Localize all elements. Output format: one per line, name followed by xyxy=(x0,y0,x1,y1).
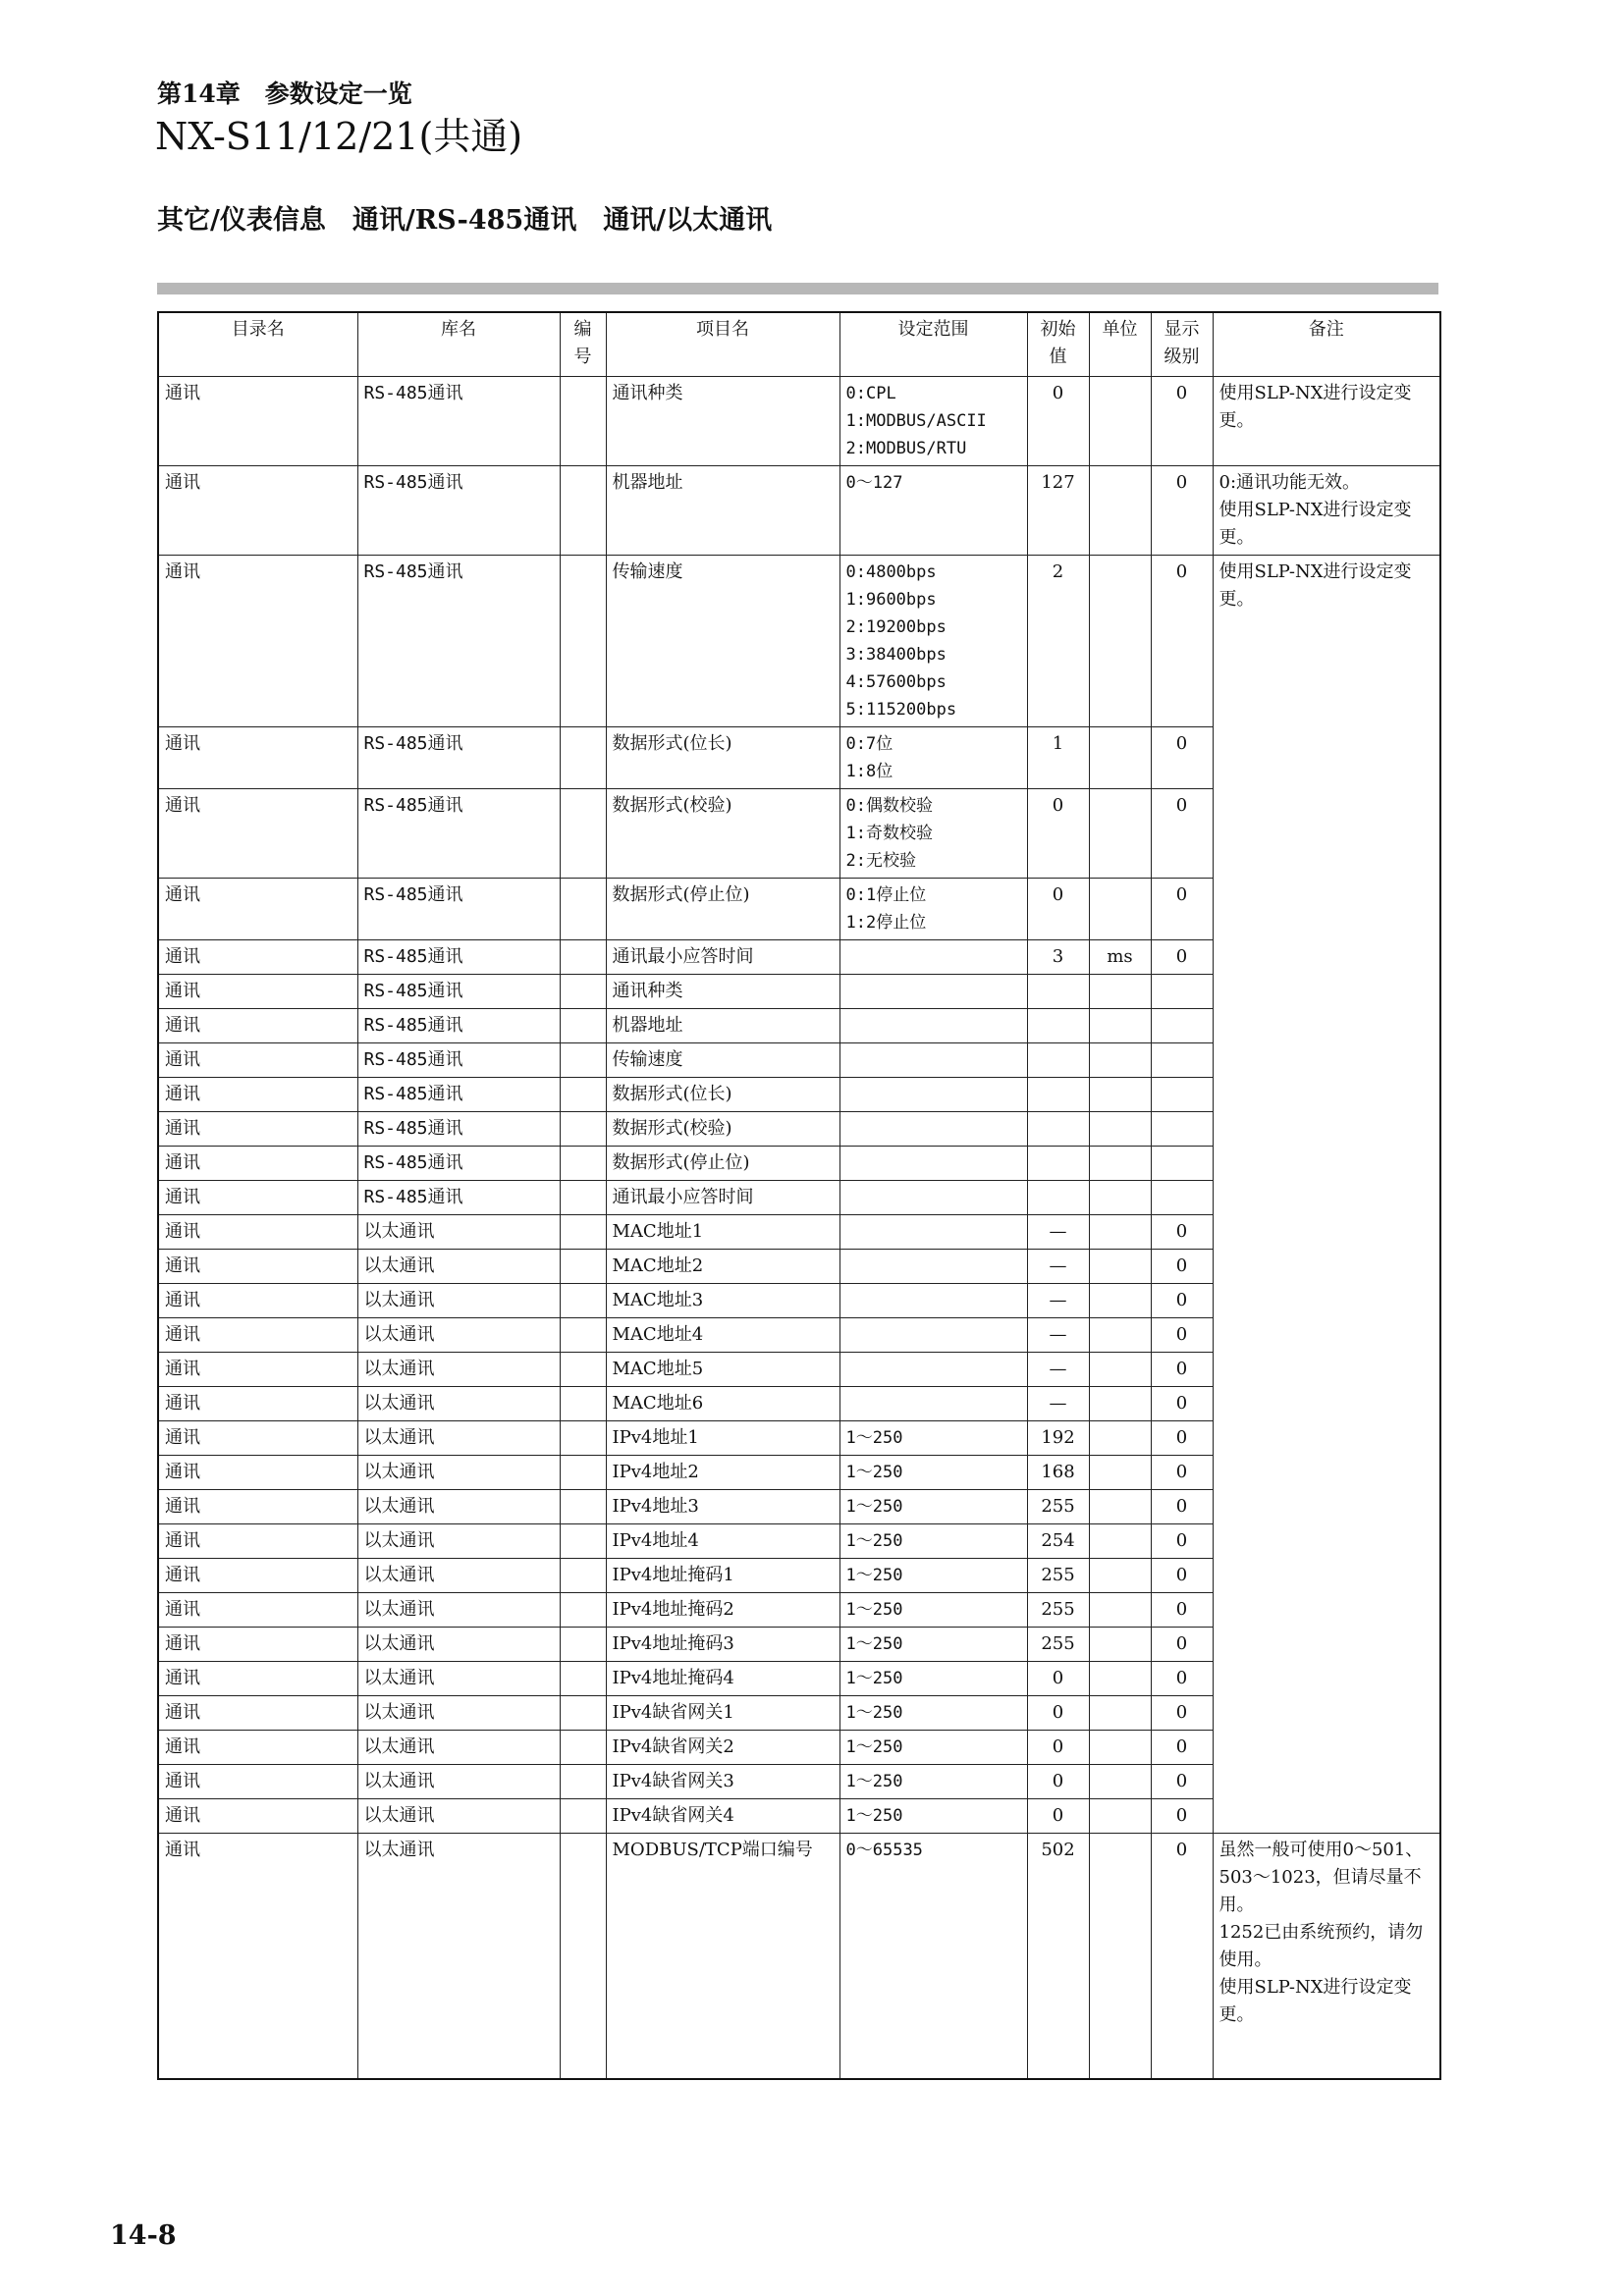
table-cell: 数据形式(位长) xyxy=(606,727,839,789)
table-cell: MODBUS/TCP端口编号 xyxy=(606,1834,839,2079)
table-cell xyxy=(1089,1318,1151,1353)
table-cell xyxy=(839,1043,1027,1078)
table-row xyxy=(158,377,1440,466)
table-cell xyxy=(1089,1043,1151,1078)
table-cell xyxy=(560,1628,606,1662)
table-cell: 0 xyxy=(1151,1490,1213,1524)
table-cell: 通讯 xyxy=(158,1456,357,1490)
table-cell xyxy=(1151,1009,1213,1043)
table-cell xyxy=(839,1318,1027,1353)
table-cell: 0 xyxy=(1151,1215,1213,1250)
table-cell xyxy=(1027,1043,1089,1078)
table-cell: 通讯 xyxy=(158,377,357,466)
table-cell: 通讯 xyxy=(158,1078,357,1112)
table-cell xyxy=(1151,1181,1213,1215)
table-cell: 0 xyxy=(1027,1696,1089,1731)
table-cell: 1～250 xyxy=(839,1765,1027,1799)
table-cell: 502 xyxy=(1027,1834,1089,2079)
table-cell: 1～250 xyxy=(839,1696,1027,1731)
table-cell: 0 xyxy=(1027,1799,1089,1834)
table-cell xyxy=(1089,556,1151,727)
table-cell: 0:CPL 1:MODBUS/ASCII 2:MODBUS/RTU xyxy=(839,377,1027,466)
table-cell: 1～250 xyxy=(839,1559,1027,1593)
table-cell: 通讯 xyxy=(158,1490,357,1524)
table-cell: 通讯 xyxy=(158,789,357,879)
table-cell: 0 xyxy=(1027,1731,1089,1765)
column-header: 目录名 xyxy=(158,312,357,377)
table-cell: 以太通讯 xyxy=(357,1387,560,1421)
table-cell xyxy=(1151,1043,1213,1078)
table-row xyxy=(158,556,1440,727)
table-cell xyxy=(839,1112,1027,1147)
table-cell: 数据形式(停止位) xyxy=(606,879,839,940)
table-cell: 0 xyxy=(1027,377,1089,466)
table-cell: 0 xyxy=(1151,377,1213,466)
table-cell: 0～65535 xyxy=(839,1834,1027,2079)
table-cell: RS-485通讯 xyxy=(357,466,560,556)
table-cell: 以太通讯 xyxy=(357,1284,560,1318)
table-cell xyxy=(839,1250,1027,1284)
column-header: 编号 xyxy=(560,312,606,377)
table-cell: IPv4地址3 xyxy=(606,1490,839,1524)
table-cell xyxy=(1089,975,1151,1009)
table-cell: 0 xyxy=(1151,1559,1213,1593)
table-cell: 0 xyxy=(1151,1524,1213,1559)
table-cell: 传输速度 xyxy=(606,1043,839,1078)
table-cell: 1～250 xyxy=(839,1490,1027,1524)
table-cell: 通讯 xyxy=(158,1524,357,1559)
table-cell: 以太通讯 xyxy=(357,1731,560,1765)
table-cell: RS-485通讯 xyxy=(357,727,560,789)
table-cell xyxy=(1089,1009,1151,1043)
table-cell xyxy=(1089,466,1151,556)
table-cell: 0 xyxy=(1027,789,1089,879)
table-cell xyxy=(1089,1662,1151,1696)
table-cell xyxy=(1089,377,1151,466)
table-cell: — xyxy=(1027,1318,1089,1353)
table-cell: — xyxy=(1027,1387,1089,1421)
table-cell: 通讯 xyxy=(158,466,357,556)
table-cell xyxy=(839,1078,1027,1112)
table-cell xyxy=(560,1524,606,1559)
remark-cell: 0:通讯功能无效。 使用SLP-NX进行设定变更。 xyxy=(1213,466,1440,556)
table-cell xyxy=(560,1181,606,1215)
table-cell xyxy=(1089,1250,1151,1284)
table-cell: — xyxy=(1027,1250,1089,1284)
table-cell xyxy=(1089,1421,1151,1456)
table-cell xyxy=(560,1353,606,1387)
table-cell: MAC地址4 xyxy=(606,1318,839,1353)
table-cell: IPv4缺省网关4 xyxy=(606,1799,839,1834)
table-cell: IPv4地址掩码2 xyxy=(606,1593,839,1628)
table-cell xyxy=(560,1456,606,1490)
table-cell: 通讯 xyxy=(158,1628,357,1662)
table-cell xyxy=(1089,727,1151,789)
table-cell xyxy=(1089,1112,1151,1147)
table-cell xyxy=(560,727,606,789)
table-cell: 以太通讯 xyxy=(357,1765,560,1799)
table-cell: 以太通讯 xyxy=(357,1662,560,1696)
table-cell: 254 xyxy=(1027,1524,1089,1559)
table-cell xyxy=(1027,1009,1089,1043)
table-cell: 0 xyxy=(1151,1799,1213,1834)
table-cell: 0 xyxy=(1151,1456,1213,1490)
table-cell xyxy=(839,940,1027,975)
table-cell: IPv4地址4 xyxy=(606,1524,839,1559)
table-cell: 数据形式(校验) xyxy=(606,1112,839,1147)
table-cell: 通讯 xyxy=(158,1834,357,2079)
table-cell: 数据形式(校验) xyxy=(606,789,839,879)
column-header: 显示 级别 xyxy=(1151,312,1213,377)
table-row xyxy=(158,466,1440,556)
table-body xyxy=(158,377,1440,2079)
table-cell: RS-485通讯 xyxy=(357,1181,560,1215)
table-cell: 0 xyxy=(1151,1628,1213,1662)
table-cell: 0 xyxy=(1151,1696,1213,1731)
table-cell: 1～250 xyxy=(839,1628,1027,1662)
table-cell xyxy=(1089,1559,1151,1593)
table-cell: — xyxy=(1027,1284,1089,1318)
table-cell xyxy=(560,789,606,879)
table-cell: 以太通讯 xyxy=(357,1456,560,1490)
table-cell: 通讯种类 xyxy=(606,377,839,466)
table-cell: 以太通讯 xyxy=(357,1250,560,1284)
table-cell xyxy=(1089,1834,1151,2079)
table-cell: 通讯 xyxy=(158,975,357,1009)
table-cell: 255 xyxy=(1027,1593,1089,1628)
table-cell xyxy=(839,1215,1027,1250)
table-cell: 通讯 xyxy=(158,1731,357,1765)
remark-cell: 使用SLP-NX进行设定变更。 xyxy=(1213,556,1440,1834)
table-cell: 以太通讯 xyxy=(357,1834,560,2079)
table-cell xyxy=(839,975,1027,1009)
table-cell xyxy=(1151,1147,1213,1181)
table-cell xyxy=(1089,1696,1151,1731)
table-cell xyxy=(560,466,606,556)
table-cell xyxy=(839,1147,1027,1181)
table-cell: 0:偶数校验 1:奇数校验 2:无校验 xyxy=(839,789,1027,879)
table-cell: MAC地址3 xyxy=(606,1284,839,1318)
table-cell xyxy=(1089,1353,1151,1387)
table-cell xyxy=(1089,1456,1151,1490)
table-cell: 以太通讯 xyxy=(357,1421,560,1456)
table-cell xyxy=(560,975,606,1009)
table-cell xyxy=(560,879,606,940)
table-cell: 255 xyxy=(1027,1490,1089,1524)
table-cell: IPv4地址2 xyxy=(606,1456,839,1490)
column-header: 项目名 xyxy=(606,312,839,377)
table-cell: 通讯 xyxy=(158,1765,357,1799)
table-cell: 0 xyxy=(1151,940,1213,975)
table-cell: 168 xyxy=(1027,1456,1089,1490)
table-cell: 1～250 xyxy=(839,1524,1027,1559)
table-cell: IPv4缺省网关2 xyxy=(606,1731,839,1765)
table-cell: 0:7位 1:8位 xyxy=(839,727,1027,789)
table-cell xyxy=(1027,975,1089,1009)
table-cell xyxy=(1089,1490,1151,1524)
table-cell: RS-485通讯 xyxy=(357,1147,560,1181)
table-cell xyxy=(560,1421,606,1456)
table-cell: 通讯 xyxy=(158,1181,357,1215)
table-cell: 机器地址 xyxy=(606,1009,839,1043)
table-cell: 0 xyxy=(1151,1765,1213,1799)
table-cell: 通讯最小应答时间 xyxy=(606,940,839,975)
table-cell xyxy=(1027,1112,1089,1147)
table-cell: — xyxy=(1027,1353,1089,1387)
table-cell: 0 xyxy=(1151,1421,1213,1456)
table-cell: 0～127 xyxy=(839,466,1027,556)
table-cell: 通讯 xyxy=(158,1009,357,1043)
column-header: 设定范围 xyxy=(839,312,1027,377)
column-header: 单位 xyxy=(1089,312,1151,377)
table-cell: 1～250 xyxy=(839,1456,1027,1490)
table-cell: 0 xyxy=(1151,1250,1213,1284)
section-title: 其它/仪表信息 通讯/RS-485通讯 通讯/以太通讯 xyxy=(157,205,773,236)
table-cell: 以太通讯 xyxy=(357,1318,560,1353)
table-cell xyxy=(560,1215,606,1250)
table-cell: 机器地址 xyxy=(606,466,839,556)
table-cell xyxy=(1089,879,1151,940)
table-cell: 通讯 xyxy=(158,879,357,940)
table-cell: MAC地址5 xyxy=(606,1353,839,1387)
table-cell xyxy=(560,1731,606,1765)
table-cell xyxy=(1089,789,1151,879)
table-cell: 0 xyxy=(1151,1662,1213,1696)
table-cell: 1～250 xyxy=(839,1799,1027,1834)
table-cell: 通讯 xyxy=(158,1147,357,1181)
table-cell xyxy=(560,1593,606,1628)
parameter-table xyxy=(157,311,1441,2080)
table-cell: 0 xyxy=(1027,1765,1089,1799)
table-cell: 0 xyxy=(1027,1662,1089,1696)
table-cell: 通讯种类 xyxy=(606,975,839,1009)
table-cell: 0 xyxy=(1151,556,1213,727)
table-cell: 0 xyxy=(1151,879,1213,940)
table-cell: RS-485通讯 xyxy=(357,1078,560,1112)
table-cell: 255 xyxy=(1027,1628,1089,1662)
table-cell: 0 xyxy=(1151,1593,1213,1628)
table-cell xyxy=(560,1387,606,1421)
table-cell: IPv4地址1 xyxy=(606,1421,839,1456)
table-cell xyxy=(560,1147,606,1181)
table-cell: 127 xyxy=(1027,466,1089,556)
table-cell: 0 xyxy=(1151,1284,1213,1318)
table-cell: 0 xyxy=(1027,879,1089,940)
table-cell xyxy=(560,1490,606,1524)
table-cell: 1 xyxy=(1027,727,1089,789)
table-cell: 255 xyxy=(1027,1559,1089,1593)
table-cell: 192 xyxy=(1027,1421,1089,1456)
table-cell: IPv4缺省网关1 xyxy=(606,1696,839,1731)
table-cell: 1～250 xyxy=(839,1731,1027,1765)
table-cell: 0 xyxy=(1151,1834,1213,2079)
table-cell xyxy=(1089,1387,1151,1421)
table-cell xyxy=(560,1318,606,1353)
table-cell xyxy=(560,1284,606,1318)
table-cell: MAC地址6 xyxy=(606,1387,839,1421)
table-cell xyxy=(839,1181,1027,1215)
header-rule xyxy=(157,283,1438,294)
table-cell: 0 xyxy=(1151,727,1213,789)
table-cell xyxy=(1089,1765,1151,1799)
table-cell: 0 xyxy=(1151,1387,1213,1421)
table-cell: — xyxy=(1027,1215,1089,1250)
table-cell xyxy=(560,556,606,727)
table-row xyxy=(158,1834,1440,2079)
table-cell: 通讯 xyxy=(158,1696,357,1731)
table-cell: 通讯 xyxy=(158,1318,357,1353)
table-cell: 传输速度 xyxy=(606,556,839,727)
table-cell: 3 xyxy=(1027,940,1089,975)
table-cell: ms xyxy=(1089,940,1151,975)
table-cell: 0 xyxy=(1151,1353,1213,1387)
table-cell xyxy=(560,1043,606,1078)
table-cell: 0:1停止位 1:2停止位 xyxy=(839,879,1027,940)
table-cell: 0 xyxy=(1151,1318,1213,1353)
table-cell: 通讯 xyxy=(158,1215,357,1250)
table-cell xyxy=(1027,1181,1089,1215)
table-cell: 以太通讯 xyxy=(357,1524,560,1559)
table-cell: RS-485通讯 xyxy=(357,940,560,975)
table-cell xyxy=(560,1834,606,2079)
table-cell: 通讯最小应答时间 xyxy=(606,1181,839,1215)
table-cell: 通讯 xyxy=(158,1353,357,1387)
table-cell: 以太通讯 xyxy=(357,1559,560,1593)
table-cell: 1～250 xyxy=(839,1662,1027,1696)
table-cell: RS-485通讯 xyxy=(357,1043,560,1078)
table-cell xyxy=(1089,1799,1151,1834)
table-cell: RS-485通讯 xyxy=(357,377,560,466)
table-cell: 通讯 xyxy=(158,727,357,789)
table-cell: 数据形式(停止位) xyxy=(606,1147,839,1181)
table-cell: 0 xyxy=(1151,466,1213,556)
table-cell: 通讯 xyxy=(158,1421,357,1456)
table-cell xyxy=(1151,1112,1213,1147)
table-cell xyxy=(1027,1147,1089,1181)
table-cell: 通讯 xyxy=(158,556,357,727)
page-number: 14-8 xyxy=(110,2220,177,2251)
table-cell xyxy=(839,1353,1027,1387)
table-cell xyxy=(1089,1147,1151,1181)
table-cell xyxy=(560,1765,606,1799)
table-cell: 以太通讯 xyxy=(357,1593,560,1628)
table-cell: RS-485通讯 xyxy=(357,1009,560,1043)
table-cell: 通讯 xyxy=(158,1559,357,1593)
table-cell: 1～250 xyxy=(839,1421,1027,1456)
table-cell: 以太通讯 xyxy=(357,1628,560,1662)
table-cell xyxy=(1089,1593,1151,1628)
table-cell xyxy=(1151,975,1213,1009)
table-cell xyxy=(560,1250,606,1284)
table-cell: IPv4地址掩码3 xyxy=(606,1628,839,1662)
table-cell: 2 xyxy=(1027,556,1089,727)
table-cell: 通讯 xyxy=(158,1799,357,1834)
table-cell: IPv4地址掩码1 xyxy=(606,1559,839,1593)
table-cell: 以太通讯 xyxy=(357,1353,560,1387)
table-cell: IPv4地址掩码4 xyxy=(606,1662,839,1696)
table-cell: 通讯 xyxy=(158,1284,357,1318)
remark-cell: 虽然一般可使用0～501、503～1023，但请尽量不用。 1252已由系统预约，请勿使用。 使用SLP-NX进行设定变更。 xyxy=(1213,1834,1440,2079)
table-cell xyxy=(560,940,606,975)
table-cell xyxy=(839,1387,1027,1421)
table-header-row xyxy=(158,312,1440,377)
table-cell: 0:4800bps 1:9600bps 2:19200bps 3:38400bps 4:57600bps 5:115200bps xyxy=(839,556,1027,727)
table-cell: MAC地址1 xyxy=(606,1215,839,1250)
column-header: 备注 xyxy=(1213,312,1440,377)
table-cell: 数据形式(位长) xyxy=(606,1078,839,1112)
table-cell xyxy=(560,1009,606,1043)
table-cell: 通讯 xyxy=(158,1593,357,1628)
table-cell xyxy=(560,1696,606,1731)
table-cell xyxy=(1151,1078,1213,1112)
table-cell: 通讯 xyxy=(158,940,357,975)
table-cell: RS-485通讯 xyxy=(357,975,560,1009)
table-cell: RS-485通讯 xyxy=(357,879,560,940)
table-cell xyxy=(560,1078,606,1112)
column-header: 初始值 xyxy=(1027,312,1089,377)
table-cell: 1～250 xyxy=(839,1593,1027,1628)
table-cell: 通讯 xyxy=(158,1043,357,1078)
table-cell xyxy=(560,1112,606,1147)
table-cell: 通讯 xyxy=(158,1662,357,1696)
table-cell: MAC地址2 xyxy=(606,1250,839,1284)
table-cell xyxy=(1089,1524,1151,1559)
table-cell xyxy=(1089,1181,1151,1215)
table-cell: RS-485通讯 xyxy=(357,789,560,879)
table-cell: IPv4缺省网关3 xyxy=(606,1765,839,1799)
table-cell: 以太通讯 xyxy=(357,1696,560,1731)
table-cell: 以太通讯 xyxy=(357,1215,560,1250)
table-cell: 以太通讯 xyxy=(357,1799,560,1834)
table-cell xyxy=(560,1559,606,1593)
table-cell xyxy=(1089,1284,1151,1318)
table-cell xyxy=(560,1799,606,1834)
table-cell: 通讯 xyxy=(158,1112,357,1147)
chapter-title: 第14章 参数设定一览 xyxy=(157,80,412,108)
column-header: 库名 xyxy=(357,312,560,377)
table-cell: 0 xyxy=(1151,789,1213,879)
table-cell: RS-485通讯 xyxy=(357,1112,560,1147)
table-cell xyxy=(1089,1628,1151,1662)
table-cell: RS-485通讯 xyxy=(357,556,560,727)
table-cell xyxy=(1027,1078,1089,1112)
model-title: NX-S11/12/21(共通) xyxy=(155,115,523,158)
table-cell: 通讯 xyxy=(158,1250,357,1284)
table-cell xyxy=(1089,1215,1151,1250)
table-cell xyxy=(560,1662,606,1696)
table-cell xyxy=(1089,1078,1151,1112)
table-cell xyxy=(560,377,606,466)
remark-cell: 使用SLP-NX进行设定变更。 xyxy=(1213,377,1440,466)
table-cell xyxy=(1089,1731,1151,1765)
table-cell: 0 xyxy=(1151,1731,1213,1765)
table-cell xyxy=(839,1009,1027,1043)
table-cell: 通讯 xyxy=(158,1387,357,1421)
table-cell: 以太通讯 xyxy=(357,1490,560,1524)
table-cell xyxy=(839,1284,1027,1318)
